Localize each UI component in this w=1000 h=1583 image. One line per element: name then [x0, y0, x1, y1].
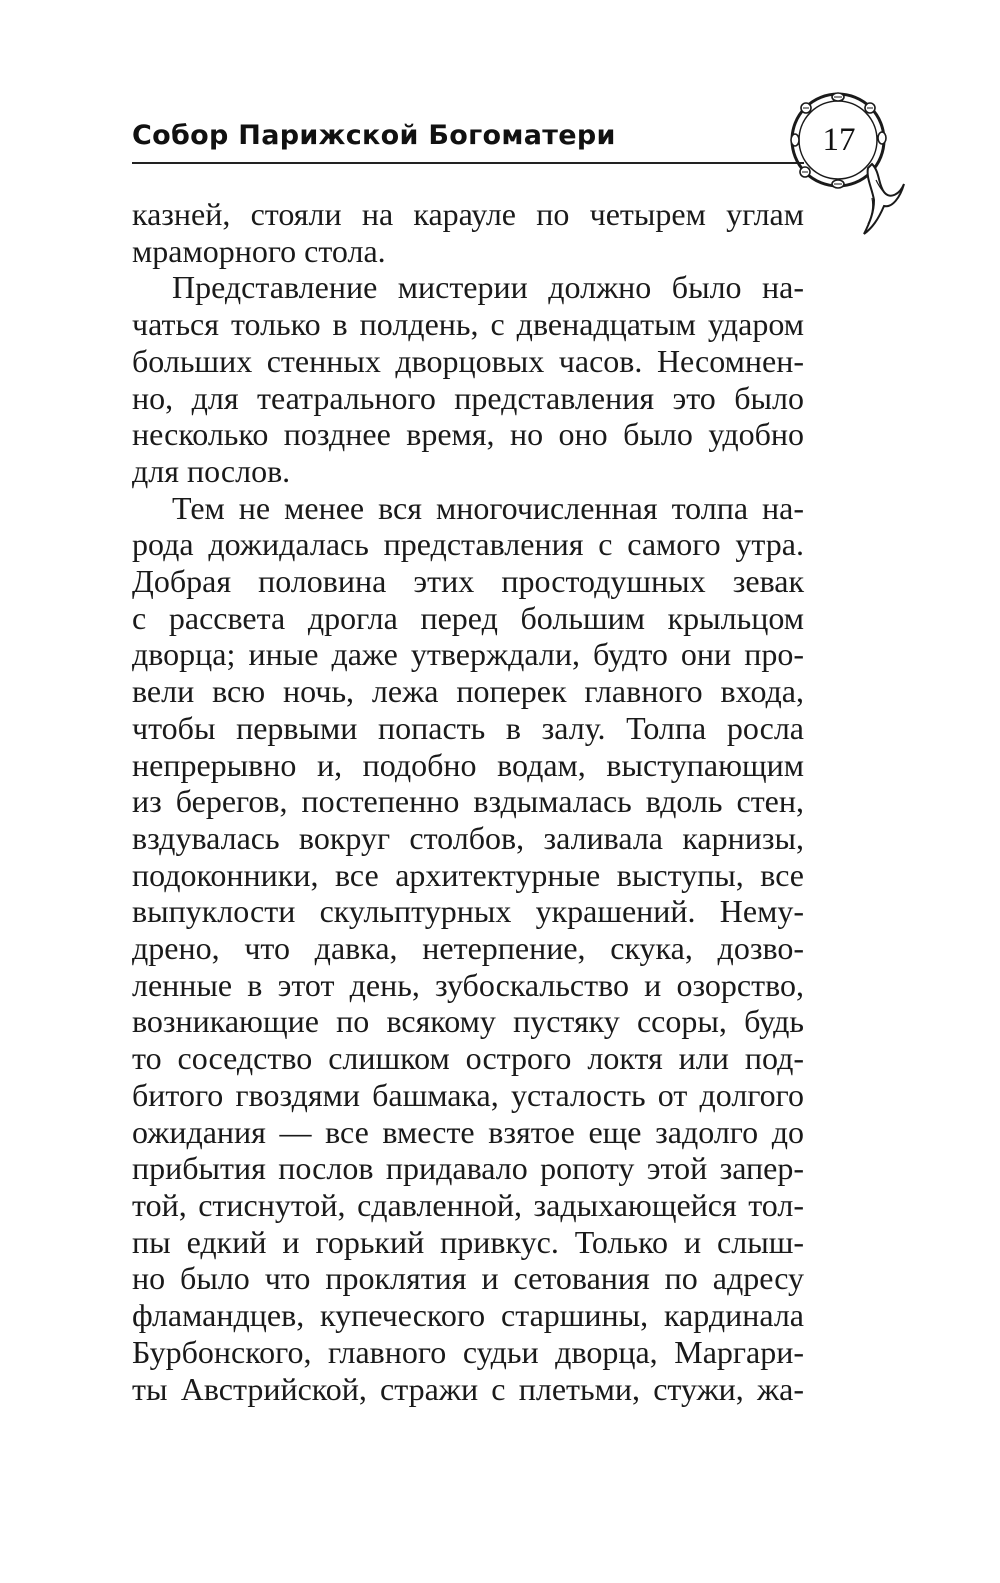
text-line: рода дожидалась представления с самого утра. — [132, 526, 804, 563]
header-rule — [132, 162, 804, 164]
text-line: чтобы первыми попасть в залу. Толпа росла — [132, 709, 804, 746]
text-line: той, стиснутой, сдавленной, задыхающейся тол- — [132, 1186, 804, 1223]
text-line: ожидания — все вместе взятое еще задолго до — [132, 1113, 804, 1150]
page-number: 17 — [822, 122, 856, 158]
running-title: Собор Парижской Богоматери — [132, 120, 616, 151]
body-text — [132, 196, 804, 1407]
text-line: вздувалась вокруг столбов, заливала карнизы, — [132, 819, 804, 856]
text-line: но, для театрального представления это было — [132, 379, 804, 416]
text-line: больших стенных дворцовых часов. Несомнен- — [132, 342, 804, 379]
paragraph-3 — [132, 490, 804, 1408]
text-line: казней, стояли на карауле по четырем углам — [132, 196, 804, 232]
text-line: Бурбонского, главного судьи дворца, Маргари- — [132, 1333, 804, 1370]
text-line: фламандцев, купеческого старшины, кардинала — [132, 1297, 804, 1334]
text-line: прибытия послов придавало ропоту этой запер- — [132, 1150, 804, 1187]
paragraph-2 — [132, 269, 804, 489]
text-line: ленные в этот день, зубоскальство и озорство, — [132, 966, 804, 1003]
text-line: вели всю ночь, лежа поперек главного входа, — [132, 673, 804, 710]
text-line: чаться только в полдень, с двенадцатым ударом — [132, 306, 804, 343]
text-line: но было что проклятия и сетования по адресу — [132, 1260, 804, 1297]
text-line: Добрая половина этих простодушных зевак — [132, 563, 804, 600]
text-line: ты Австрийской, стражи с плетьми, стужи, жа- — [132, 1370, 804, 1407]
text-line: для послов. — [132, 452, 291, 489]
text-line: пы едкий и горький привкус. Только и слыш- — [132, 1223, 804, 1260]
text-line: мраморного стола. — [132, 232, 386, 269]
text-line: с рассвета дрогла перед большим крыльцом — [132, 599, 804, 636]
text-line: непрерывно и, подобно водам, выступающим — [132, 746, 804, 783]
text-line: Представление мистерии должно было на- — [172, 269, 804, 306]
text-line: выпуклости скульптурных украшений. Нему- — [132, 893, 804, 930]
text-line: дворца; иные даже утверждали, будто они про- — [132, 636, 804, 673]
paragraph-1 — [132, 196, 804, 269]
text-line: несколько позднее время, но оно было удобно — [132, 416, 804, 453]
text-line: битого гвоздями башмака, усталость от долгого — [132, 1076, 804, 1113]
text-line: из берегов, постепенно вздымалась вдоль стен, — [132, 783, 804, 820]
text-line: то соседство слишком острого локтя или под- — [132, 1040, 804, 1077]
text-line: Тем не менее вся многочисленная толпа на- — [172, 489, 804, 526]
text-line: возникающие по всякому пустяку ссоры, будь — [132, 1003, 804, 1040]
text-line: дрено, что давка, нетерпение, скука, дозво- — [132, 930, 804, 967]
text-line: подоконники, все архитектурные выступы, все — [132, 856, 804, 893]
